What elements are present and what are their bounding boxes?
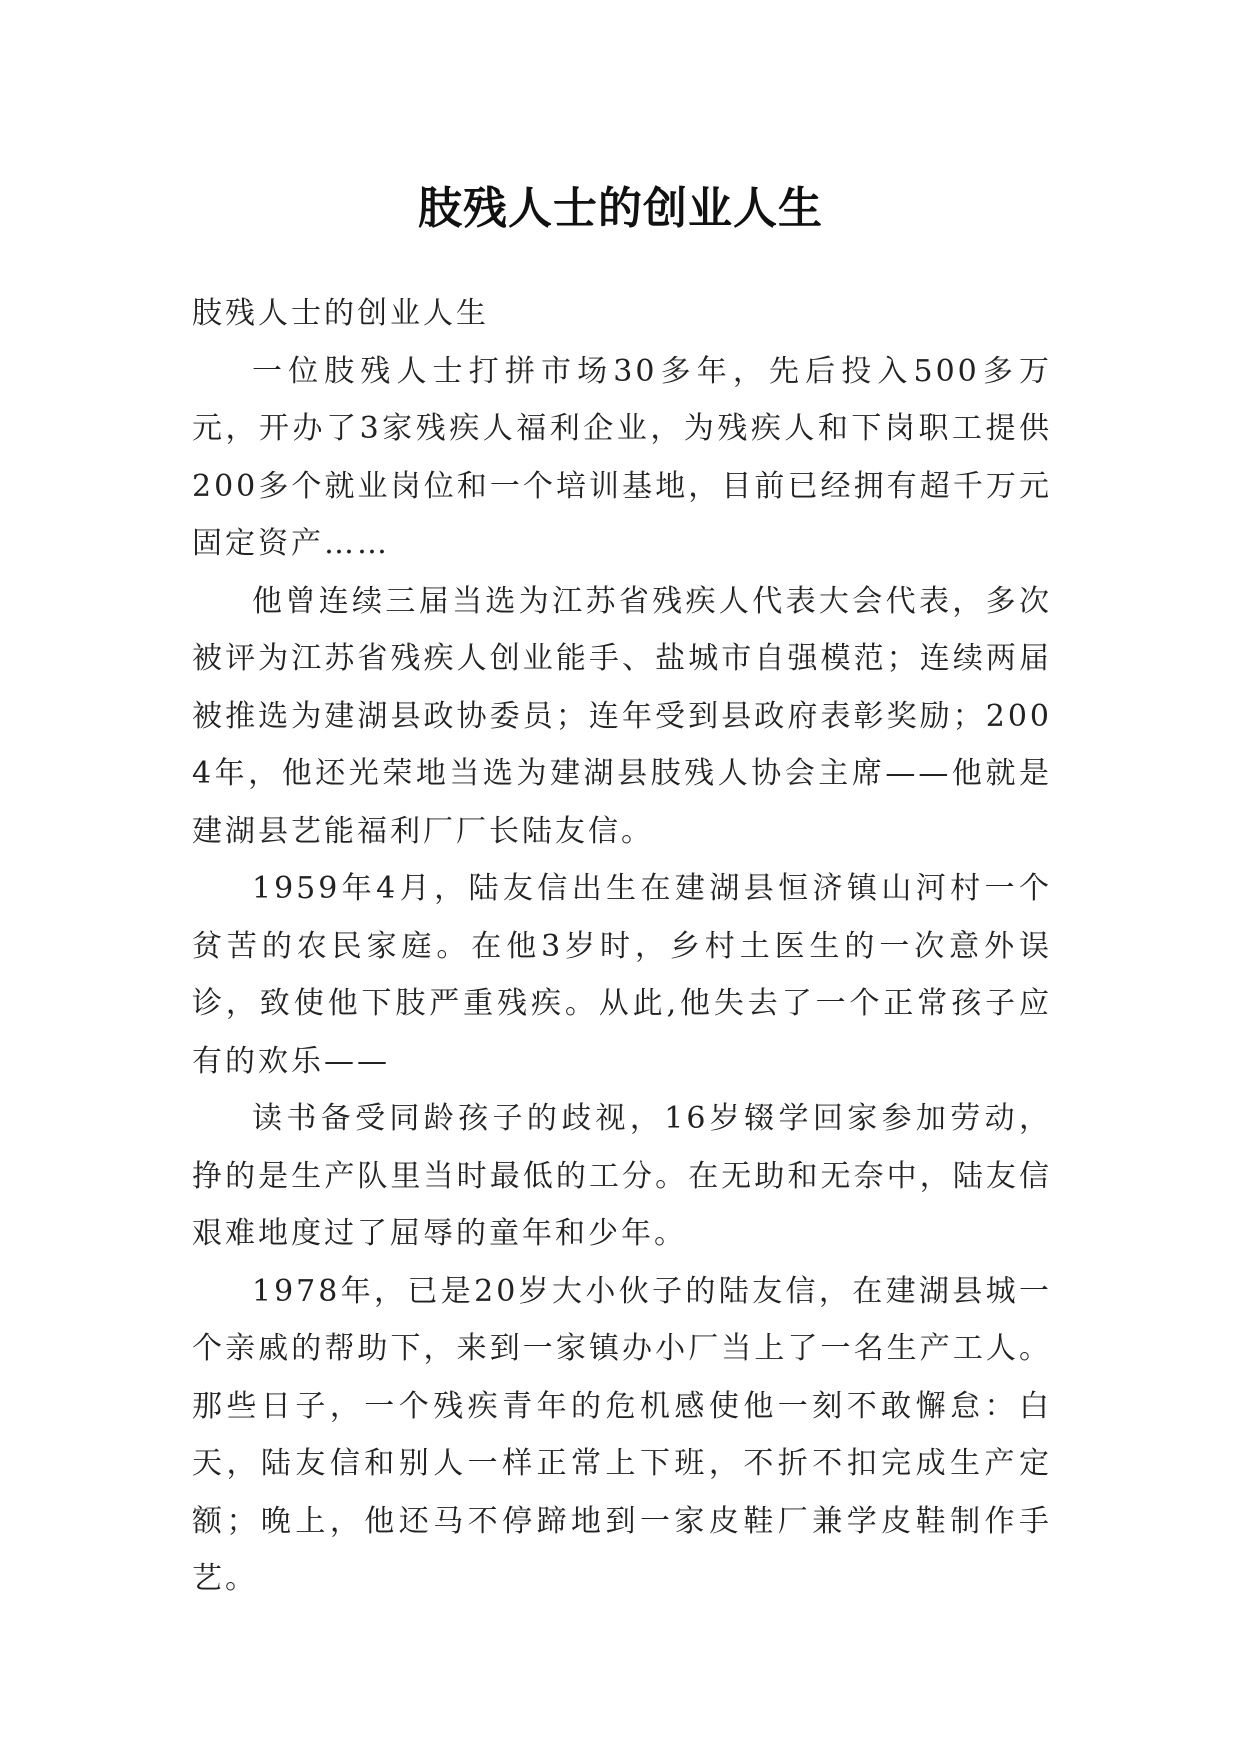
paragraph: 1978年，已是20岁大小伙子的陆友信，在建湖县城一个亲戚的帮助下，来到一家镇办小厂当上了一名生产工人。那些日子，一个残疾青年的危机感使他一刻不敢懈怠：白天，陆友信和别人一样正常上下班，不折不扣完成生产定额；晚上，他还马不停蹄地到一家皮鞋厂兼学皮鞋制作手艺。 xyxy=(192,1273,1052,1596)
paragraph: 他曾连续三届当选为江苏省残疾人代表大会代表，多次被评为江苏省残疾人创业能手、盐城市自强模范；连续两届被推选为建湖县政协委员；连年受到县政府表彰奖励；2004年，他还光荣地当选为建湖县肢残人协会主席——他就是建湖县艺能福利厂厂长陆友信。 xyxy=(192,583,1052,849)
document-body xyxy=(192,285,1052,1608)
paragraph: 一位肢残人士打拼市场30多年，先后投入500多万元，开办了3家残疾人福利企业，为残疾人和下岗职工提供200多个就业岗位和一个培训基地，目前已经拥有超千万元固定资产…… xyxy=(192,353,1052,561)
paragraph: 读书备受同龄孩子的歧视，16岁辍学回家参加劳动，挣的是生产队里当时最低的工分。在无助和无奈中，陆友信艰难地度过了屈辱的童年和少年。 xyxy=(192,1101,1052,1251)
document-subtitle: 肢残人士的创业人生 xyxy=(192,296,489,331)
paragraph: 1959年4月，陆友信出生在建湖县恒济镇山河村一个贫苦的农民家庭。在他3岁时，乡村土医生的一次意外误诊，致使他下肢严重残疾。从此,他失去了一个正常孩子应有的欢乐—— xyxy=(192,871,1052,1079)
document-title: 肢残人士的创业人生 xyxy=(418,183,823,235)
